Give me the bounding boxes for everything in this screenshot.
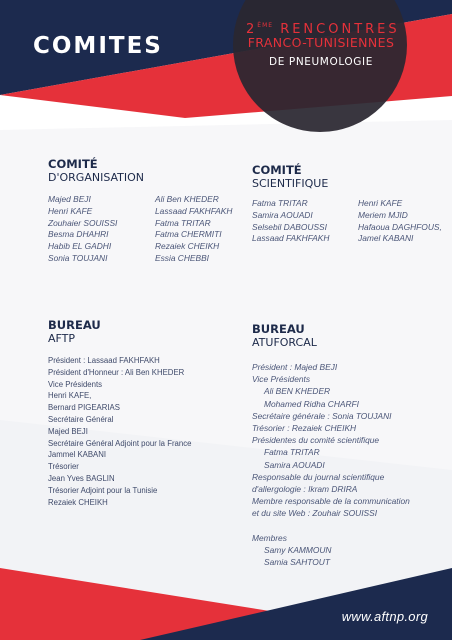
bureau-line: Trésorier [48,462,79,472]
section-title: BUREAU [48,318,101,332]
section-subtitle: D'ORGANISATION [48,171,145,184]
member-name: Lassaad FAKHFAKH [155,205,233,216]
section-subtitle: SCIENTIFIQUE [252,177,329,190]
member-name: Jamel KABANI [358,233,414,244]
bureau-line: Président d'Honneur : Ali Ben KHEDER [48,367,185,377]
page-title: COMITES [33,33,163,59]
section-title: BUREAU [252,322,305,336]
bureau-line: Président : Lassaad FAKHFAKH [48,356,160,365]
bureau-line: Ali BEN KHEDER [264,386,331,397]
bureau-line: Fatma TRITAR [264,447,320,458]
bureau-line: et du site Web : Zouhair SOUISSI [252,508,378,519]
member-name: Majed BEJI [48,194,91,204]
bureau-line: d'allergologie : Ikram DRIRA [252,484,358,495]
member-name: Samia SAHTOUT [264,557,330,568]
bureau-line: Trésorier : Rezaiek CHEIKH [252,423,357,434]
event-title [246,22,400,68]
bureau-line: Président : Majed BEJI [252,362,338,372]
event-line-3: DE PNEUMOLOGIE [269,56,373,68]
event-line-2: FRANCO-TUNISIENNES [247,35,395,50]
scientifique-list-1 [252,198,329,245]
bureau-line: Secrétaire générale : Sonia TOUJANI [252,410,392,421]
member-name: Lassaad FAKHFAKH [252,233,330,244]
member-name: Fatma TRITAR [155,217,211,228]
event-line-1: 2ÈME RENCONTRES [246,22,400,37]
bureau-line: Jean Yves BAGLIN [48,473,115,483]
member-name: Essia CHEBBI [155,252,209,263]
member-name: Rezaiek CHEIKH [155,241,220,252]
bureau-line: Membre responsable de la communication [252,496,410,507]
section-title: COMITÉ [48,157,98,171]
bureau-line: Majed BEJI [48,426,88,436]
member-name: Ali Ben KHEDER [155,194,219,204]
member-name: Selsebil DABOUSSI [252,221,327,232]
bureau-atuforcal-list [252,361,410,568]
bureau-line: Jammel KABANI [48,450,107,460]
bureau-aftp-section [48,319,101,354]
members-title: Membres [252,532,287,543]
section-subtitle: AFTP [48,332,76,345]
bureau-line: Vice Présidents [48,379,103,389]
bureau-line: Trésorier Adjoint pour la Tunisie [48,485,158,495]
bureau-line: Rezaiek CHEIKH [48,497,108,507]
bureau-atuforcal-section [252,323,317,358]
member-name: Henri KAFE [358,198,403,208]
member-name: Hafaoua DAGHFOUS, [358,221,442,232]
bureau-line: Secrétaire Général Adjoint pour la France [48,438,192,448]
scientifique-list-2 [358,198,442,245]
website-link[interactable]: www.aftnp.org [341,609,428,624]
bureau-aftp-list [48,355,191,508]
bureau-line: Henri KAFE, [48,391,92,401]
bureau-line: Présidentes du comité scientifique [252,435,380,446]
member-name: Fatma TRITAR [252,198,308,208]
bureau-line: Secrétaire Général [48,414,114,424]
member-name: Zouhaier SOUISSI [48,217,118,228]
member-name: Meriem MJID [358,209,408,220]
bureau-line: Bernard PIGEARIAS [48,403,120,413]
member-name: Samy KAMMOUN [264,544,332,555]
bureau-line: Responsable du journal scientifique [252,471,385,482]
bureau-line: Samira AOUADI [264,459,325,470]
organisation-list-1 [48,194,117,265]
bureau-line: Mohamed Ridha CHARFI [264,398,359,409]
member-name: Samira AOUADI [252,209,313,220]
member-name: Henri KAFE [48,205,93,216]
section-title: COMITÉ [252,163,302,177]
comite-scientifique-section [252,164,328,199]
member-name: Besma DHAHRI [48,229,109,240]
organisation-list-2 [155,194,232,265]
section-subtitle: ATUFORCAL [252,336,317,349]
comite-organisation-section [48,158,144,193]
member-name: Fatma CHERMITI [155,229,222,240]
member-name: Habib EL GADHI [48,241,112,252]
bureau-line: Vice Présidents [252,374,311,385]
member-name: Sonia TOUJANI [48,252,108,263]
